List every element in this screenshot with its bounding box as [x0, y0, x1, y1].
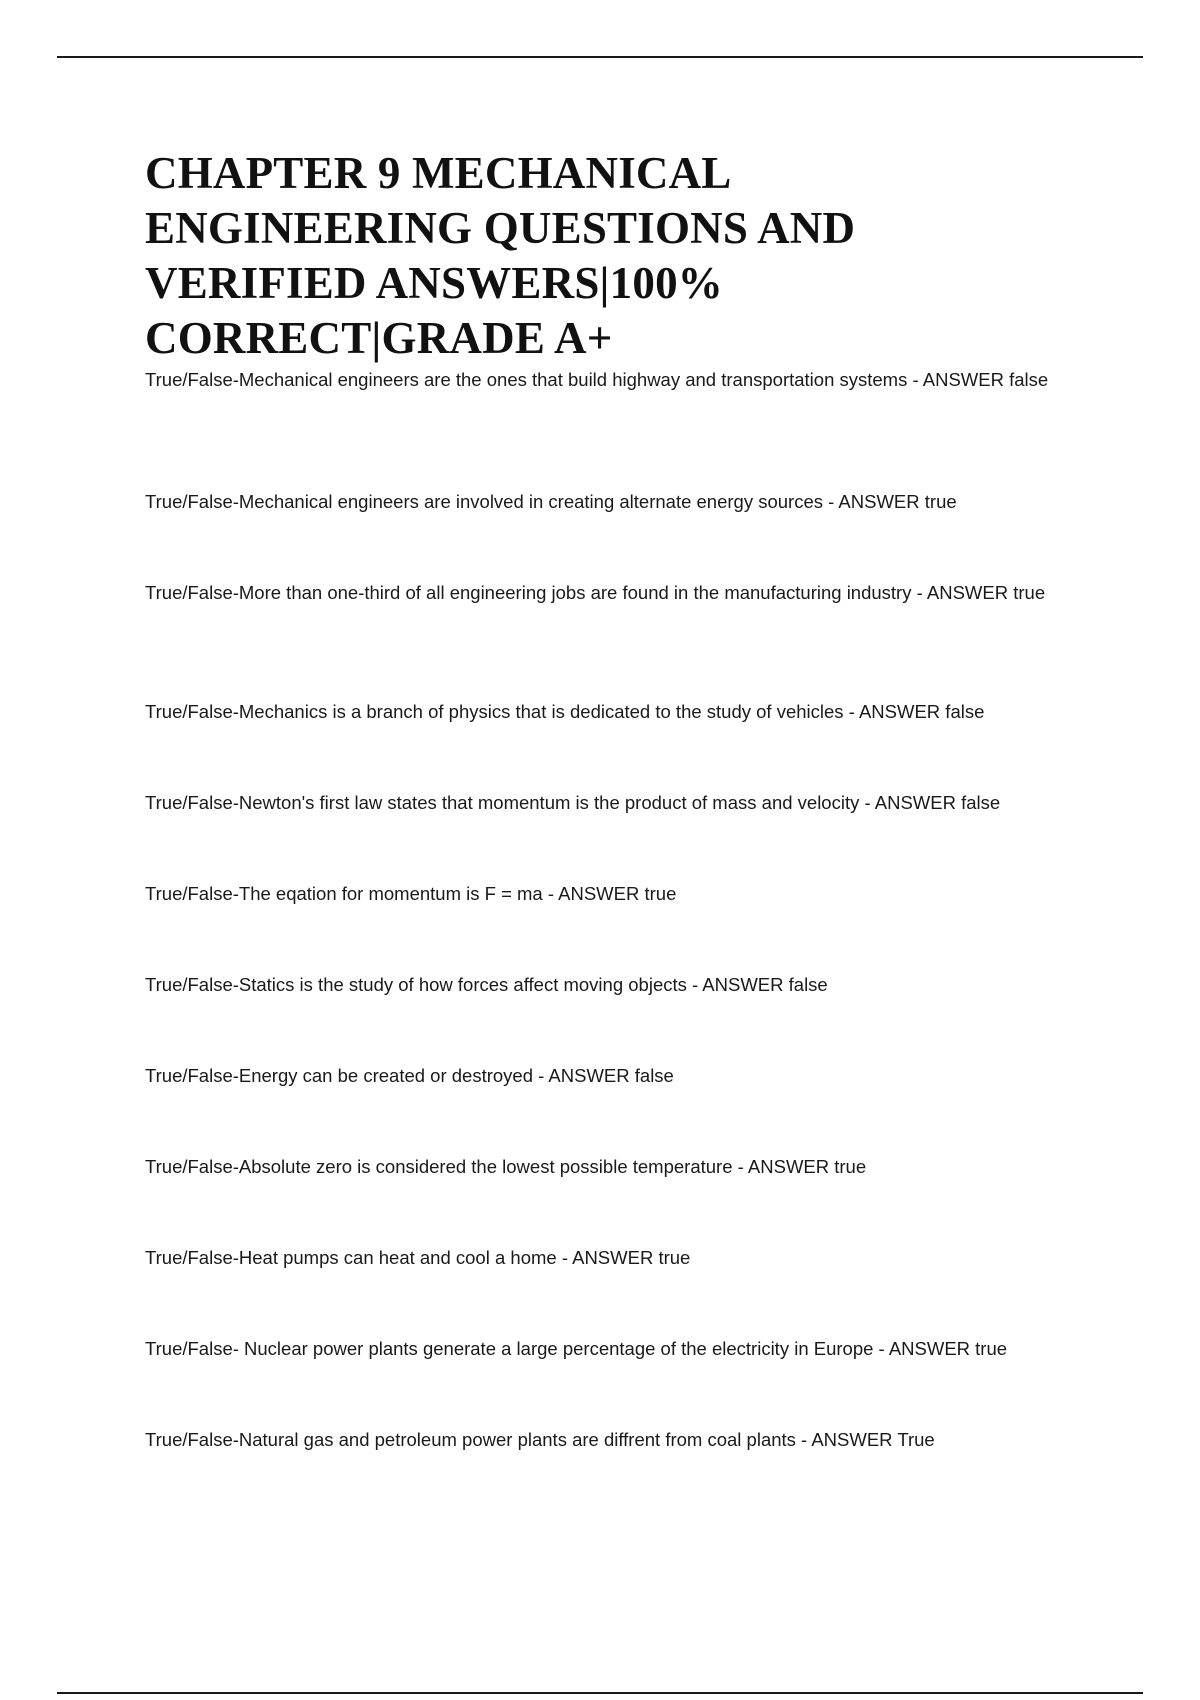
question-item: True/False-Statics is the study of how forces affect moving objects - ANSWER false [145, 974, 828, 995]
header-rule [57, 56, 1143, 58]
question-item: True/False- Nuclear power plants generate a large percentage of the electricity in Europe - ANSWER true [145, 1338, 1008, 1359]
page-title: CHAPTER 9 MECHANICAL ENGINEERING QUESTIONS AND VERIFIED ANSWERS|100% CORRECT|GRADE A+ [145, 148, 856, 363]
question-item: True/False-Mechanics is a branch of physics that is dedicated to the study of vehicles - ANSWER false [145, 701, 985, 722]
question-item: True/False-Absolute zero is considered the lowest possible temperature - ANSWER true [145, 1156, 867, 1177]
question-item: True/False-Newton's first law states that momentum is the product of mass and velocity - ANSWER false [145, 792, 1001, 813]
question-item: True/False-Mechanical engineers are involved in creating alternate energy sources - ANSWER true [145, 491, 957, 512]
footer-rule [57, 1692, 1143, 1694]
question-item: True/False-The eqation for momentum is F = ma - ANSWER true [145, 883, 677, 904]
question-item: True/False-Mechanical engineers are the ones that build highway and transportation systems - ANSWER false [145, 369, 1049, 390]
question-item: True/False-Natural gas and petroleum power plants are diffrent from coal plants - ANSWER True [145, 1429, 935, 1450]
question-item: True/False-Heat pumps can heat and cool a home - ANSWER true [145, 1247, 691, 1268]
question-item: True/False-Energy can be created or destroyed - ANSWER false [145, 1065, 674, 1086]
question-item: True/False-More than one-third of all engineering jobs are found in the manufacturing industry - ANSWER true [145, 582, 1046, 603]
